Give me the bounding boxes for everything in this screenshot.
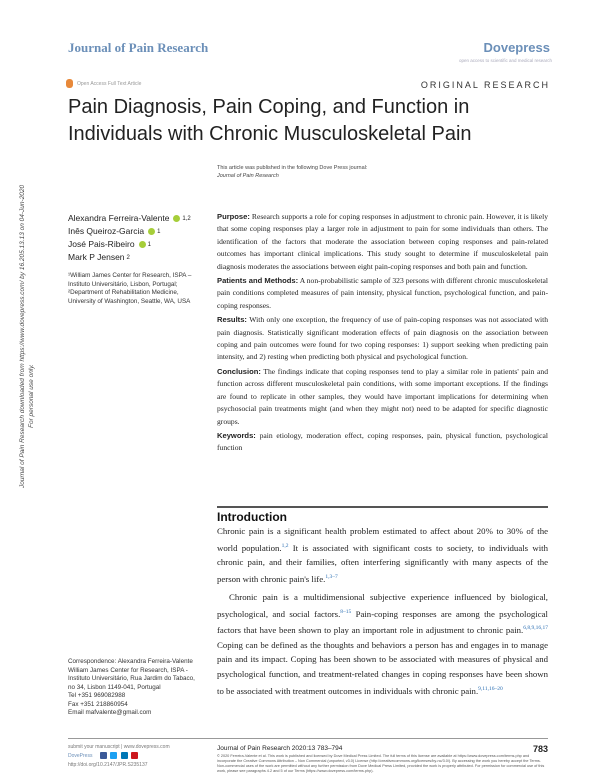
section-divider	[217, 506, 548, 508]
results-label: Results:	[217, 315, 247, 325]
citation-link[interactable]: 1,3–7	[325, 573, 338, 580]
intro-text: Coping can be defined as the thoughts and behaviors a person has and engages in to manage pain and its impact. Coping has been shown to be associated with measures of physical and psychological function, and treatment-related changes in coping responses have been shown to be associated with treatment outcomes in individuals with chronic pain.	[217, 639, 548, 696]
purpose-text: Research supports a role for coping responses in adjustment to chronic pain. However, it is likely that some coping responses play a larger role in adjustment to pain for some individuals than others. The identification of the factors that moderate the association between coping responses and pain-related outcomes has important clinical implications. This study sought to determine if musculoskeletal pain diagnosis moderates the associations between eight pain-coping responses and both pain and function.	[217, 212, 548, 271]
orcid-icon[interactable]	[173, 215, 180, 222]
watermark-line-1: Journal of Pain Research downloaded from https://www.dovepress.com/ by 16.205.13.13 on 04-Jun-2020	[19, 184, 26, 488]
citation-link[interactable]: 1,2	[281, 542, 289, 549]
conclusion-text: The findings indicate that coping responses tend to play a similar role in patients' pain and function across different musculoskeletal pain conditions, with some important exceptions. If the findings are found to replicate in other samples, they would have important implications for determining when psychosocial pain treatments might (and when they might not) need to be adapted for specific diagnostic groups.	[217, 366, 548, 426]
results-text: With only one exception, the frequency of use of pain-coping responses was not associated with pain diagnosis. Statistically significant moderation effects of pain diagnosis on the association between coping and pain outcomes were found for two coping responses: 1) support seeking when predicting pain intensity, and 2) resting when predicting both physical and psychological function.	[217, 315, 548, 362]
open-access-badge	[66, 79, 141, 88]
section-heading: Introduction	[217, 510, 287, 524]
correspondence	[68, 658, 203, 718]
author[interactable]	[68, 251, 191, 264]
publisher-tagline: open access to scientific and medical research	[458, 58, 552, 63]
author-affiliation-sup: 1,2	[182, 215, 191, 222]
submit-link[interactable]: submit your manuscript | www.dovepress.com	[68, 744, 170, 750]
abstract-results	[217, 314, 548, 364]
abstract-methods	[217, 275, 548, 312]
correspondence-email[interactable]: Email mafvalente@gmail.com	[68, 709, 152, 716]
introduction-body	[217, 524, 548, 702]
author-name[interactable]: Inês Queiroz-Garcia	[68, 226, 145, 236]
page-number: 783	[532, 744, 548, 754]
intro-text: Pain-coping responses are among the psychological factors that have been shown to play an important role in adjustment to chronic pain.	[217, 608, 548, 636]
footer-divider	[68, 738, 548, 739]
article-title: Pain Diagnosis, Pain Coping, and Function in Individuals with Chronic Musculoskeletal Pain	[68, 96, 472, 145]
author-name[interactable]: José Pais-Ribeiro	[68, 239, 135, 249]
publisher-logo: Dovepress	[483, 40, 550, 55]
author-affiliation-sup: 2	[126, 254, 130, 261]
twitter-icon[interactable]	[110, 752, 117, 759]
citation-link[interactable]: 6,8,9,16,17	[523, 625, 548, 632]
correspondence-tel: Tel +351 969082988	[68, 692, 126, 699]
author-list	[68, 212, 191, 264]
published-note-journal: Journal of Pain Research	[217, 173, 279, 179]
author-name[interactable]: Alexandra Ferreira-Valente	[68, 213, 170, 223]
linkedin-icon[interactable]	[121, 752, 128, 759]
dovepress-label[interactable]: DovePress	[68, 753, 93, 759]
intro-paragraph	[217, 590, 548, 698]
methods-text: A non-probabilistic sample of 323 persons with different chronic musculoskeletal pain conditions completed measures of pain intensity, physical function, psychological function, and pain-coping responses.	[217, 276, 548, 310]
youtube-icon[interactable]	[131, 752, 138, 759]
correspondence-fax: Fax +351 218860954	[68, 700, 128, 708]
keywords-label: Keywords:	[217, 430, 256, 440]
citation-link[interactable]: 8–15	[340, 608, 352, 615]
social-row	[68, 752, 170, 761]
purpose-label: Purpose:	[217, 212, 250, 221]
abstract-keywords	[217, 430, 548, 455]
footer-journal-citation: Journal of Pain Research 2020:13 783–794	[217, 745, 343, 752]
author-affiliation-sup: 1	[157, 228, 161, 235]
abstract-purpose	[217, 211, 548, 273]
citation-link[interactable]: 9,11,16–20	[478, 685, 503, 692]
article-type: ORIGINAL RESEARCH	[420, 80, 550, 90]
author[interactable]	[68, 238, 191, 251]
license-text: © 2020 Ferreira-Valente et al. This work is published and licensed by Dove Medical Press Limited. The full terms of this license are available at https://www.dovepress.com/terms.php and incorporate the Creative Commons Attribution – Non Commercial (unported, v3.0) License (http://creativecommons.org/licenses/by-nc/3.0/). By accessing the work you hereby accept the Terms. Non-commercial uses of the work are permitted without any further permission from Dove Medical Press Limited, provided the work is properly attributed. For permission for commercial use of this work, please see paragraphs 4.2 and 5 of our Terms (https://www.dovepress.com/terms.php).	[217, 754, 545, 773]
abstract-conclusion	[217, 366, 548, 428]
methods-label: Patients and Methods:	[217, 276, 299, 286]
correspondence-label: Correspondence: Alexandra Ferreira-Valente	[68, 658, 193, 665]
doi-link[interactable]: http://doi.org/10.2147/JPR.S235137	[68, 762, 148, 768]
keywords-text: pain etiology, moderation effect, coping responses, pain, physical function, psychological function	[217, 430, 548, 453]
intro-paragraph	[217, 524, 548, 586]
orcid-icon[interactable]	[139, 241, 146, 248]
affiliations: ¹William James Center for Research, ISPA – Instituto Universitário, Lisbon, Portugal; ²Department of Rehabilitation Medicine, University of Washington, Seattle, WA, USA	[68, 272, 192, 305]
author[interactable]	[68, 225, 191, 238]
intro-text: It is associated with significant costs to society, to individuals with chronic pain, and their families, often interfering significantly with many aspects of the person with chronic pain's life.	[217, 542, 548, 584]
intro-text: Chronic pain is a significant health problem estimated to affect about 20% to 30% of the world population.	[217, 526, 548, 553]
orcid-icon[interactable]	[148, 228, 155, 235]
intro-text: Chronic pain is a multidimensional subjective experience influenced by biological, psychological, and social factors.	[217, 592, 548, 619]
conclusion-label: Conclusion:	[217, 366, 261, 376]
abstract	[217, 211, 548, 457]
author-name[interactable]: Mark P Jensen	[68, 252, 125, 262]
author-affiliation-sup: 1	[147, 241, 151, 248]
open-access-label: Open Access Full Text Article	[77, 80, 142, 87]
journal-name: Journal of Pain Research	[68, 40, 209, 55]
facebook-icon[interactable]	[100, 752, 107, 759]
published-note	[217, 164, 367, 180]
published-note-line: This article was published in the following Dove Press journal:	[217, 165, 368, 171]
watermark-line-2: For personal use only.	[28, 364, 35, 428]
open-access-icon	[66, 79, 73, 88]
correspondence-address: William James Center for Research, ISPA - Instituto Universitário, Rua Jardim do Tabaco, no 34, Lisbon 1149-041, Portugal	[68, 666, 195, 691]
footer-left	[68, 743, 170, 770]
download-watermark	[18, 185, 36, 488]
author[interactable]	[68, 212, 191, 225]
